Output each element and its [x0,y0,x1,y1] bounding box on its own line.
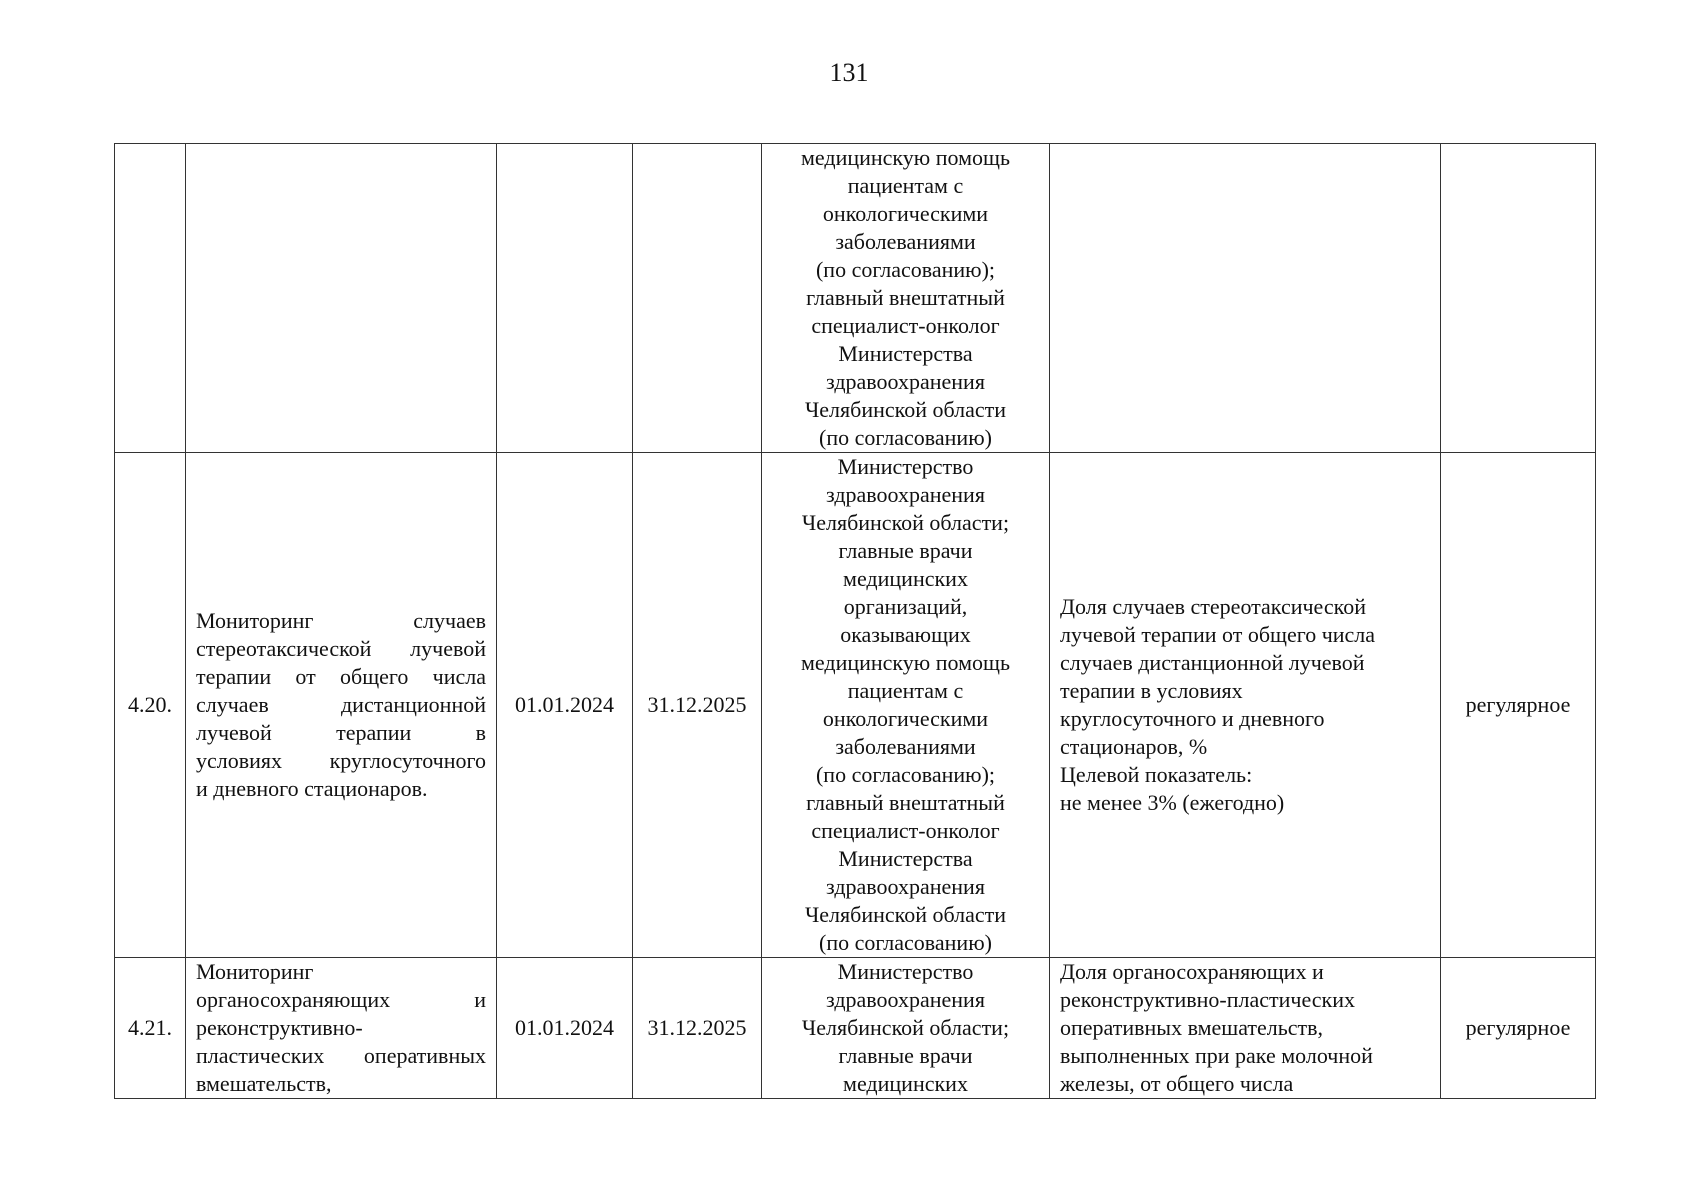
description-line: условиях круглосуточного [196,748,486,773]
table-row [115,144,1596,453]
responsible-line: (по согласованию) [819,425,992,450]
indicator-cell [1050,144,1441,453]
responsible-cell [762,144,1050,453]
responsible-line: Челябинской области; [801,1015,1010,1040]
indicator-line: реконструктивно-пластических [1060,987,1356,1012]
responsible-line: (по согласованию); [815,762,996,787]
responsible-cell [762,453,1050,958]
responsible-line: заболеваниями [835,229,976,254]
responsible-line: главный внештатный [806,790,1005,815]
responsible-line: здравоохранения [826,482,985,507]
responsible-line: Министерство [837,454,974,479]
responsible-line: пациентам с [847,678,964,703]
type-cell [1441,144,1596,453]
measure-type: регулярное [1465,692,1571,717]
start-date: 01.01.2024 [515,1015,614,1040]
responsible-line: главный внештатный [806,285,1005,310]
row-number-cell [115,144,186,453]
responsible-line: специалист-онколог [811,818,1000,843]
responsible-line: Челябинской области [804,902,1007,927]
responsible-line: Челябинской области; [801,510,1010,535]
table-row [115,958,1596,1099]
end-date-cell [633,453,762,958]
row-number: 4.21. [128,1015,172,1040]
indicator-line: не менее 3% (ежегодно) [1060,790,1285,815]
indicator-line: случаев дистанционной лучевой [1060,650,1365,675]
responsible-line: (по согласованию) [819,930,992,955]
indicator-line: выполненных при раке молочной [1060,1043,1373,1068]
responsible-line: медицинских [843,1071,968,1096]
responsible-line: организаций, [843,594,968,619]
responsible-line: медицинских [843,566,968,591]
description-cell [186,958,497,1099]
description-cell [186,453,497,958]
measures-table [114,143,1596,1099]
responsible-line: здравоохранения [826,987,985,1012]
responsible-line: Министерства [838,341,973,366]
description-line: случаев дистанционной [196,692,486,717]
end-date: 31.12.2025 [647,692,747,717]
responsible-line: Министерства [838,846,973,871]
responsible-line: Челябинской области [804,397,1007,422]
page-number: 131 [829,58,869,87]
responsible-line: онкологическими [822,201,989,226]
end-date: 31.12.2025 [647,1015,747,1040]
description-line: терапии от общего числа [196,664,486,689]
type-cell [1441,958,1596,1099]
responsible-line: медицинскую помощь [800,145,1010,170]
description-line: вмешательств, [196,1071,332,1096]
description-line: реконструктивно- [196,1015,363,1040]
indicator-line: Доля органосохраняющих и [1060,959,1324,984]
responsible-line: онкологическими [822,706,989,731]
indicator-line: Доля случаев стереотаксической [1060,594,1366,619]
type-cell [1441,453,1596,958]
description-line: Мониторинг [196,959,314,984]
responsible-line: Министерство [837,959,974,984]
responsible-cell [762,958,1050,1099]
indicator-line: стационаров, % [1060,734,1208,759]
responsible-line: пациентам с [847,173,964,198]
measure-type: регулярное [1465,1015,1571,1040]
row-number-cell [115,453,186,958]
indicator-line: лучевой терапии от общего числа [1060,622,1376,647]
description-line: и дневного стационаров. [196,776,428,801]
start-date-cell [497,958,633,1099]
end-date-cell [633,144,762,453]
end-date-cell [633,958,762,1099]
description-line: стереотаксической лучевой [196,636,486,661]
start-date-cell [497,453,633,958]
indicator-cell [1050,453,1441,958]
responsible-line: главные врачи [838,1043,973,1068]
responsible-line: (по согласованию); [815,257,996,282]
start-date-cell [497,144,633,453]
responsible-line: главные врачи [838,538,973,563]
indicator-line: Целевой показатель: [1060,762,1253,787]
indicator-line: круглосуточного и дневного [1060,706,1325,731]
indicator-line: оперативных вмешательств, [1060,1015,1324,1040]
responsible-line: медицинскую помощь [800,650,1010,675]
description-line: Мониторинг случаев [196,608,486,633]
responsible-line: заболеваниями [835,734,976,759]
row-number: 4.20. [128,692,172,717]
responsible-line: оказывающих [840,622,971,647]
table-row [115,453,1596,958]
indicator-cell [1050,958,1441,1099]
description-line: лучевой терапии в [196,720,486,745]
description-line: органосохраняющих и [196,987,486,1012]
start-date: 01.01.2024 [515,692,614,717]
description-line: пластических оперативных [196,1043,486,1068]
responsible-line: здравоохранения [826,874,985,899]
indicator-line: терапии в условиях [1060,678,1243,703]
responsible-line: здравоохранения [826,369,985,394]
row-number-cell [115,958,186,1099]
indicator-line: железы, от общего числа [1060,1071,1294,1096]
responsible-line: специалист-онколог [811,313,1000,338]
description-cell [186,144,497,453]
